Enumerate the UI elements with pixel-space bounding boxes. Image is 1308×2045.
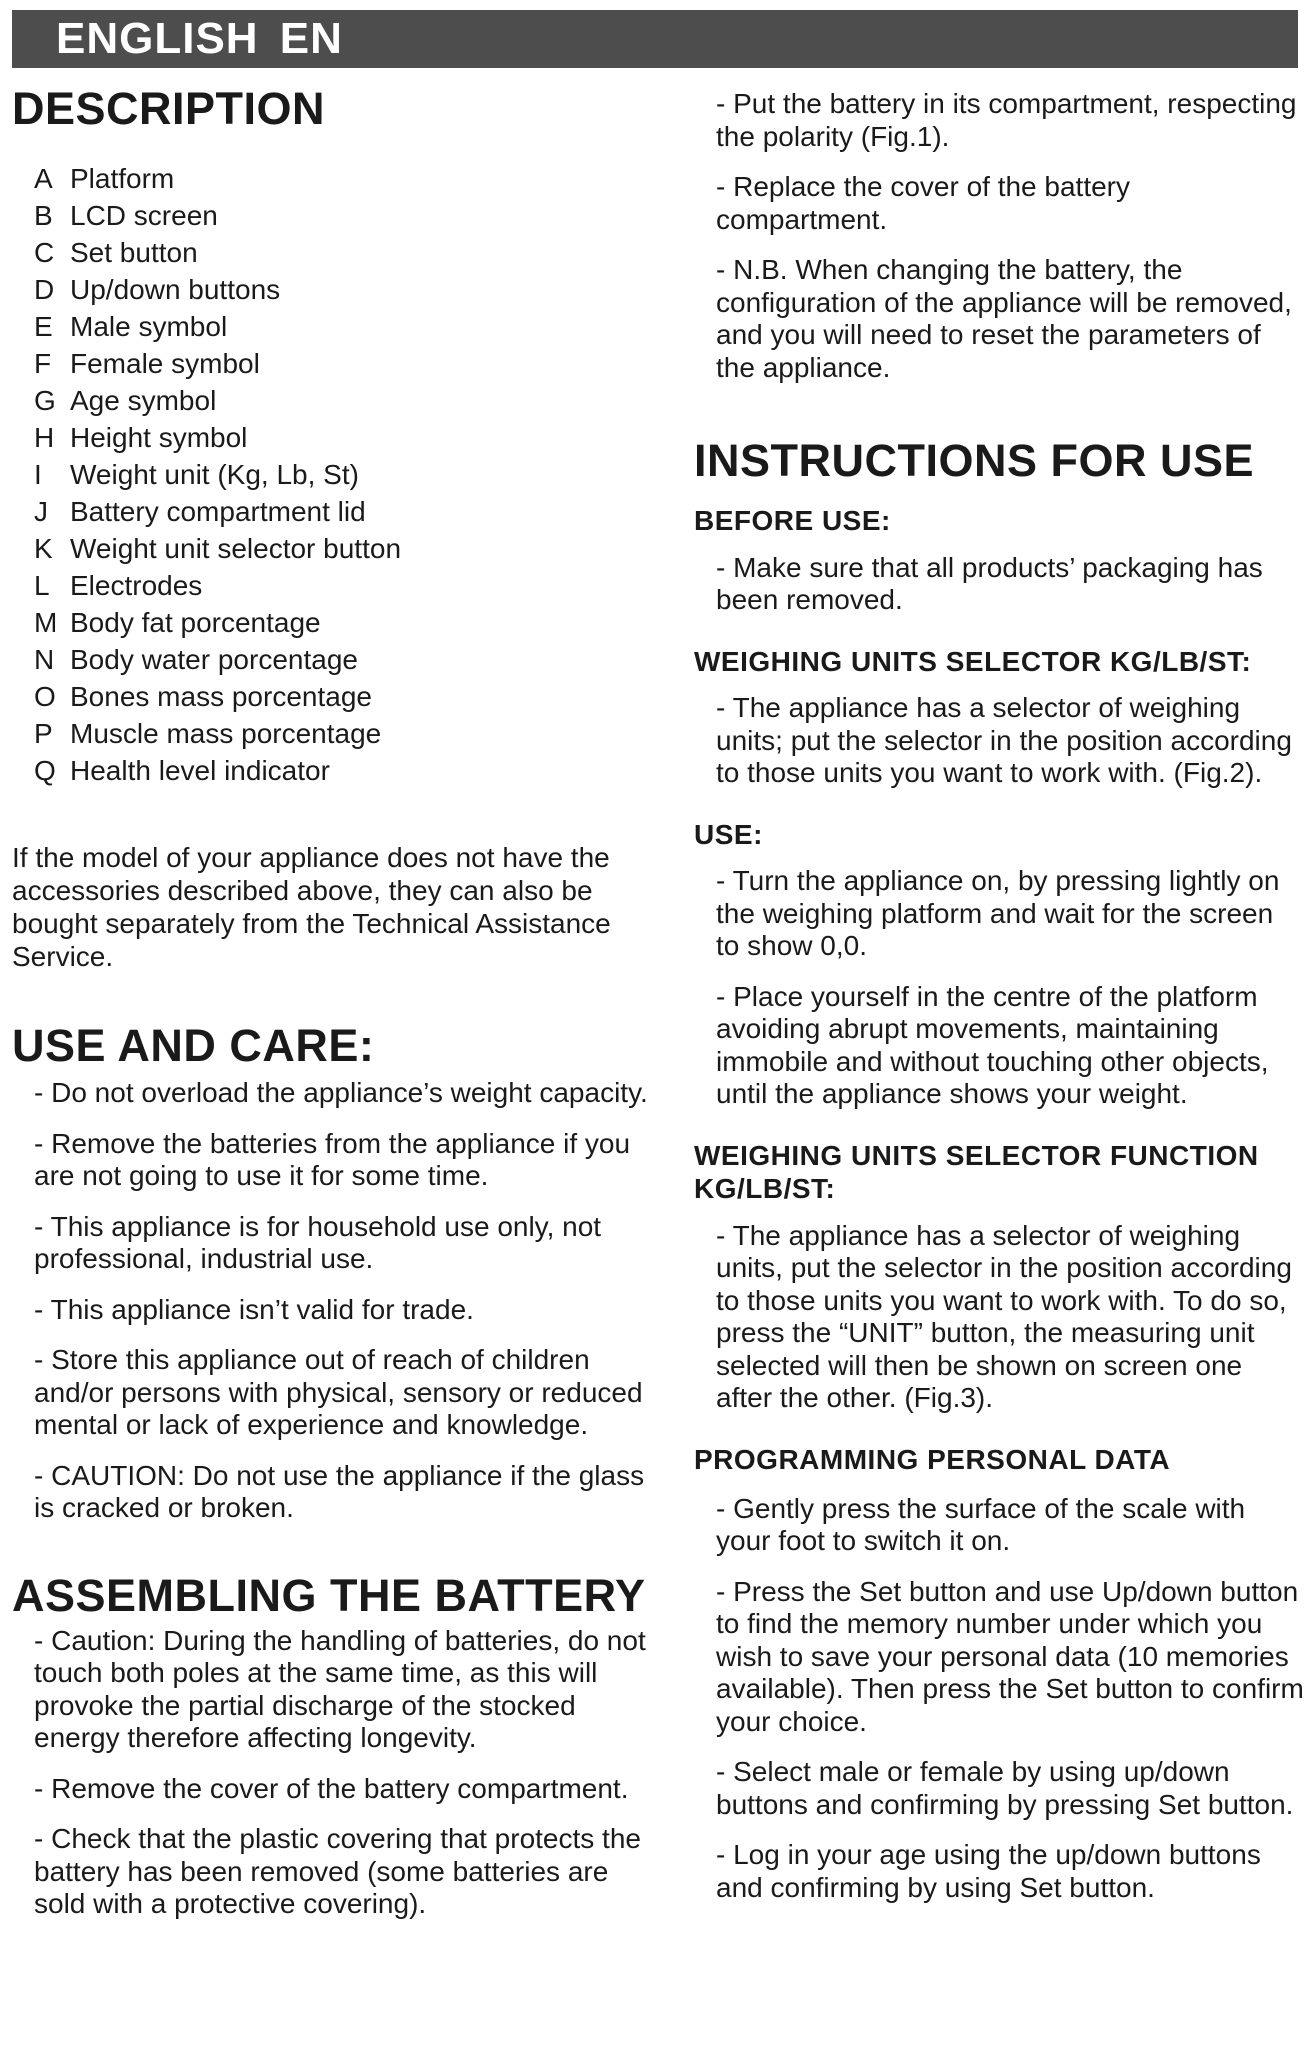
description-item-text: Male symbol	[70, 311, 228, 342]
description-item	[34, 308, 652, 345]
description-item-letter: N	[34, 644, 55, 675]
spacer	[12, 1193, 652, 1211]
description-item-text: Height symbol	[70, 422, 248, 453]
description-item-letter: G	[34, 385, 56, 416]
description-item-letter: K	[34, 533, 53, 564]
before-use-item: - Make sure that all products’ packaging has been removed.	[716, 551, 1263, 616]
description-item-letter: I	[34, 459, 42, 490]
description-item-letter: D	[34, 274, 55, 305]
description-item-text: Battery compartment lid	[70, 496, 366, 527]
description-item-letter: B	[34, 200, 53, 231]
description-item-text: Up/down buttons	[70, 274, 281, 305]
description-item	[34, 567, 652, 604]
description-item-text: Bones mass porcentage	[70, 681, 372, 712]
header-bar	[12, 10, 1298, 68]
programming-item: - Gently press the surface of the scale with your foot to switch it on.	[716, 1492, 1246, 1557]
spacer	[694, 963, 1304, 981]
spacer	[12, 1755, 652, 1773]
assembling-item: - Caution: During the handling of batteries, do not touch both poles at the same time, as this will provoke the partial discharge of the stocked energy therefore affecting longevity.	[34, 1624, 646, 1753]
description-item-text: Weight unit (Kg, Lb, St)	[70, 459, 359, 490]
use-and-care-heading: USE AND CARE:	[12, 1020, 375, 1071]
use-and-care-item: - Remove the batteries from the appliance if you are not going to use it for some time.	[34, 1127, 631, 1191]
use-and-care-item: - Do not overload the appliance’s weight capacity.	[34, 1077, 648, 1108]
description-item-text: Body water porcentage	[70, 644, 358, 675]
description-item	[34, 604, 652, 641]
description-item-letter: Q	[34, 755, 56, 786]
description-item	[34, 530, 652, 567]
assembling-heading: ASSEMBLING THE BATTERY	[12, 1569, 646, 1621]
instructions-heading: INSTRUCTIONS FOR USE	[694, 435, 1255, 486]
description-item	[34, 715, 652, 752]
description-item	[34, 271, 652, 308]
spacer	[12, 1442, 652, 1460]
description-item-text: Weight unit selector button	[70, 533, 402, 564]
spacer	[12, 1276, 652, 1294]
spacer	[12, 1805, 652, 1823]
description-item	[34, 493, 652, 530]
description-list	[34, 160, 652, 789]
description-heading: DESCRIPTION	[12, 83, 326, 134]
spacer	[694, 1821, 1304, 1839]
description-item	[34, 456, 652, 493]
description-item	[34, 382, 652, 419]
use-item: - Turn the appliance on, by pressing lightly on the weighing platform and wait for the screen to show 0,0.	[716, 865, 1280, 962]
units-selector-list	[694, 692, 1304, 790]
description-item	[34, 197, 652, 234]
use-and-care-item: - This appliance is for household use only, not professional, industrial use.	[34, 1210, 602, 1274]
description-item	[34, 419, 652, 456]
units-selector-heading: WEIGHING UNITS SELECTOR KG/LB/ST:	[694, 645, 1252, 677]
use-heading: USE:	[694, 818, 763, 850]
use-and-care-item: - Store this appliance out of reach of children and/or persons with physical, sensory or reduced mental or lack of experience and knowledge.	[34, 1344, 643, 1440]
programming-item: - Log in your age using the up/down buttons and confirming by using Set button.	[716, 1839, 1261, 1903]
description-item-text: Muscle mass porcentage	[70, 718, 382, 749]
spacer	[12, 1326, 652, 1344]
assembling-item: - N.B. When changing the battery, the configuration of the appliance will be removed, and you will need to reset the parameters of the appliance.	[716, 254, 1292, 383]
description-item	[34, 641, 652, 678]
spacer	[694, 153, 1304, 171]
right-column	[694, 80, 1304, 1904]
spacer	[694, 1558, 1304, 1576]
assembling-list-left	[12, 1625, 652, 1921]
units-function-item: - The appliance has a selector of weighing units, put the selector in the position according to those units you want to work with. To do so, press the “UNIT” button, the measuring unit selected will then be shown on screen one after the other. (Fig.3).	[716, 1219, 1292, 1414]
description-item-text: Body fat porcentage	[70, 607, 321, 638]
before-use-list	[694, 552, 1304, 617]
description-item-letter: C	[34, 237, 55, 268]
units-function-heading: WEIGHING UNITS SELECTOR FUNCTION KG/LB/ST:	[694, 1139, 1259, 1205]
description-item	[34, 752, 652, 789]
units-selector-item: - The appliance has a selector of weighing units; put the selector in the position according to those units you want to work with. (Fig.2).	[716, 692, 1292, 789]
description-item-letter: P	[34, 718, 53, 749]
programming-item: - Select male or female by using up/down buttons and confirming by pressing Set button.	[716, 1756, 1294, 1820]
description-item-text: LCD screen	[70, 200, 218, 231]
description-item-letter: M	[34, 607, 58, 638]
description-item-letter: O	[34, 681, 56, 712]
assembling-item: - Put the battery in its compartment, respecting the polarity (Fig.1).	[716, 88, 1297, 152]
use-and-care-item: - This appliance isn’t valid for trade.	[34, 1293, 474, 1325]
description-item-text: Platform	[70, 163, 175, 194]
description-item-text: Electrodes	[70, 570, 203, 601]
description-note: If the model of your appliance does not have the accessories described above, they can also be bought separately from the Technical Assistance Service.	[12, 842, 611, 972]
page-header-title: ENGLISH EN	[56, 14, 343, 63]
description-item-text: Female symbol	[70, 348, 260, 379]
use-and-care-list	[12, 1077, 652, 1525]
description-item-letter: J	[34, 496, 48, 527]
assembling-item: - Replace the cover of the battery compartment.	[716, 171, 1130, 235]
description-item-letter: H	[34, 422, 55, 453]
assembling-item: - Check that the plastic covering that protects the battery has been removed (some batteries are sold with a protective covering).	[34, 1823, 641, 1919]
description-item	[34, 345, 652, 382]
description-item	[34, 160, 652, 197]
spacer	[694, 1738, 1304, 1756]
programming-list	[694, 1493, 1304, 1905]
description-item-letter: F	[34, 348, 52, 379]
spacer	[12, 1110, 652, 1128]
description-item	[34, 678, 652, 715]
assembling-item: - Remove the cover of the battery compartment.	[34, 1772, 629, 1804]
use-list	[694, 865, 1304, 1111]
left-column	[12, 80, 652, 1921]
before-use-heading: BEFORE USE:	[694, 505, 891, 536]
units-function-list	[694, 1220, 1304, 1415]
description-item-letter: E	[34, 311, 53, 342]
use-and-care-item: - CAUTION: Do not use the appliance if the glass is cracked or broken.	[34, 1459, 645, 1523]
description-item-letter: L	[34, 570, 50, 601]
spacer	[694, 236, 1304, 254]
description-item-text: Set button	[70, 237, 198, 268]
programming-item: - Press the Set button and use Up/down button to find the memory number under which you wish to save your personal data (10 memories available). Then press the Set button to confirm your choice.	[716, 1575, 1304, 1737]
use-item: - Place yourself in the centre of the platform avoiding abrupt movements, maintaining immobile and without touching other objects, until the appliance shows your weight.	[716, 980, 1269, 1110]
programming-heading: PROGRAMMING PERSONAL DATA	[694, 1443, 1171, 1475]
description-item-letter: A	[34, 163, 53, 194]
description-item-text: Age symbol	[70, 385, 217, 416]
assembling-list-right	[694, 88, 1304, 384]
description-item	[34, 234, 652, 271]
description-item-text: Health level indicator	[70, 755, 330, 786]
